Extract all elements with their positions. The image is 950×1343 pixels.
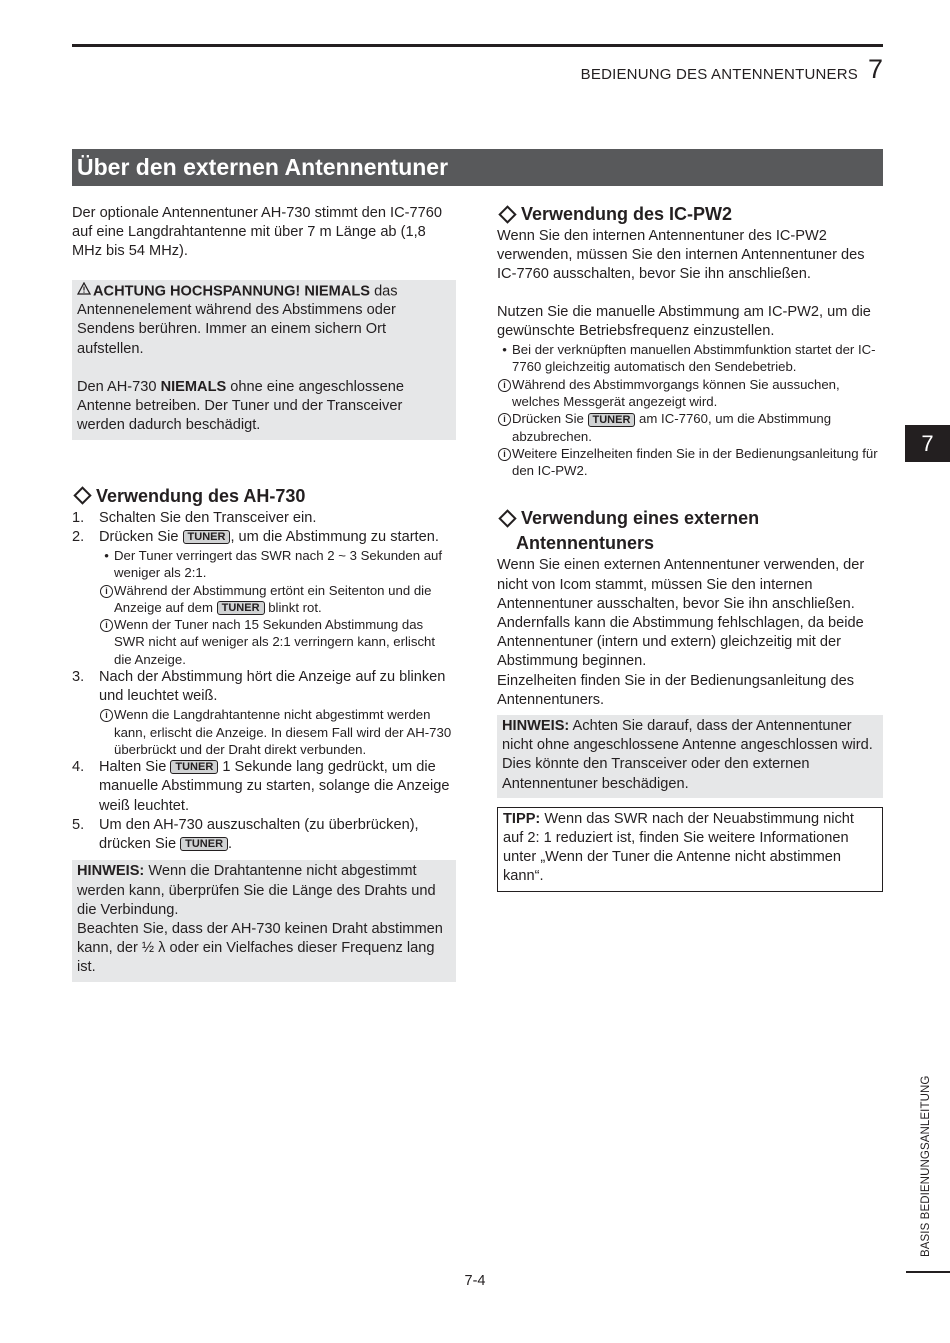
- note-info: [497, 410, 883, 445]
- note-text: [114, 582, 456, 617]
- info-icon: i: [100, 585, 113, 598]
- info-icon: i: [100, 619, 113, 632]
- bullet-icon: •: [104, 547, 109, 563]
- step-4: [72, 758, 456, 816]
- warning-paragraph: [77, 282, 451, 359]
- warning-paragraph-2: [77, 378, 451, 436]
- note-text: Der Tuner verringert das SWR nach 2 ~ 3 Sekunden auf weniger als 2:1.: [114, 547, 443, 581]
- intro-paragraph: Der optionale Antennentuner AH-730 stimmt den IC-7760 auf eine Langdrahtantenne mit über 7 m Länge ab (1,8 MHz bis 54 MHz).: [72, 205, 442, 260]
- page-title: Über den externen Antennentuner: [72, 149, 883, 186]
- section-heading-pw2: [497, 202, 883, 227]
- page-number: 7-4: [464, 1273, 486, 1289]
- step-text: [99, 758, 456, 816]
- hinweis-box-right: [497, 715, 883, 798]
- note-text: [512, 410, 883, 445]
- warning-box: [72, 280, 456, 440]
- section-heading-external: [497, 506, 883, 556]
- note-info: [497, 445, 883, 480]
- tuner-key: TUNER: [170, 760, 218, 774]
- section-heading-pw2-text: Verwendung des IC-PW2: [521, 204, 733, 224]
- tuner-key: TUNER: [180, 837, 228, 851]
- hinweis-label: HINWEIS:: [77, 863, 145, 880]
- step-text: [99, 816, 456, 854]
- running-header: [581, 56, 883, 83]
- hinweis-paragraph: [502, 717, 878, 794]
- step-number: 3.: [72, 668, 85, 685]
- left-column: [72, 204, 456, 982]
- info-icon: i: [498, 379, 511, 392]
- note-text: Wenn der Tuner nach 15 Sekunden Abstimmung das SWR nicht auf weniger als 2:1 verringern kann, erlischt die Anzeige.: [114, 617, 436, 667]
- section-heading-external-line1: Verwendung eines externen: [521, 508, 760, 529]
- hinweis-label: HINWEIS:: [502, 718, 570, 735]
- note-info: [99, 706, 456, 758]
- step-text: Schalten Sie den Transceiver ein.: [99, 509, 317, 526]
- tipp-paragraph: [503, 810, 877, 887]
- step-2: [72, 528, 456, 547]
- sidebar-manual-label: BASIS BEDIENUNGSANLEITUNG: [920, 1075, 932, 1257]
- tipp-box: [497, 807, 883, 892]
- warning-lead: ACHTUNG HOCHSPANNUNG! NIEMALS: [93, 283, 371, 300]
- external-paragraph-3: Einzelheiten finden Sie in der Bedienungsanleitung des Antennentuners.: [497, 672, 854, 708]
- tuner-key: TUNER: [588, 413, 636, 427]
- pw2-paragraph-1: Wenn Sie den internen Antennentuner des IC-PW2 verwenden, müssen Sie den internen Antennentuner des IC-7760 ausschalten, bevor Sie ihn anschließen.: [497, 228, 865, 283]
- external-paragraph-1: Wenn Sie einen externen Antennentuner verwenden, der nicht von Icom stammt, müssen Sie den internen Antennentuner ausschalten, bevor Sie ihn anschließen.: [497, 557, 865, 612]
- warning-p2-a: Den AH-730: [77, 378, 161, 395]
- step-text: Nach der Abstimmung hört die Anzeige auf zu blinken und leuchtet weiß.: [99, 668, 446, 705]
- step-text-a: Um den AH-730 auszuschalten (zu überbrücken), drücken Sie: [99, 816, 419, 853]
- step-number: 2.: [72, 528, 85, 545]
- warning-text: das Antennenelement während des Abstimmens oder Sendens berühren. Immer an einem sichern Ort aufstellen.: [77, 283, 398, 357]
- diamond-icon: [498, 509, 516, 527]
- step-text-b: , um die Abstimmung zu starten.: [230, 528, 439, 545]
- right-column: [497, 204, 883, 892]
- note-info: [99, 582, 456, 617]
- step-5: [72, 816, 456, 854]
- header-section-title: BEDIENUNG DES ANTENNENTUNERS: [580, 66, 858, 83]
- note-bullet: [497, 341, 883, 376]
- note-text: Während des Abstimmvorgangs können Sie aussuchen, welches Messgerät angezeigt wird.: [512, 376, 840, 409]
- step-number: 1.: [72, 509, 85, 526]
- header-rule: [72, 44, 883, 47]
- note-info: [99, 616, 456, 668]
- hinweis-paragraph: [77, 862, 451, 920]
- hinweis-text: Achten Sie darauf, dass der Antennentuner nicht ohne angeschlossene Antenne angeschlossen wird. Dies könnte den Transceiver oder den externen Antennentuner beschädigen.: [502, 718, 873, 792]
- tipp-text: Wenn das SWR nach der Neuabstimmung nicht auf 2: 1 reduziert ist, finden Sie weitere Informationen unter „Wenn der Tuner die Antenne nicht abstimmen kann“.: [503, 810, 854, 885]
- step-1: [72, 509, 456, 528]
- info-icon: i: [498, 448, 511, 461]
- step-number: 5.: [72, 816, 85, 833]
- step-text-a: Halten Sie: [99, 759, 171, 776]
- step-number: 4.: [72, 759, 85, 776]
- note-text: Weitere Einzelheiten finden Sie in der Bedienungsanleitung für den IC-PW2.: [512, 445, 878, 479]
- info-icon: i: [100, 709, 113, 722]
- warning-p2-bold: NIEMALS: [160, 378, 227, 395]
- external-paragraph-2: Andernfalls kann die Abstimmung fehlschlagen, da beide Antennentuner (intern und extern) gleichzeitig mit der Abstimmung beginnen.: [497, 615, 864, 670]
- tipp-label: TIPP:: [503, 810, 541, 827]
- warning-triangle-icon: [77, 282, 91, 301]
- note-text: Wenn die Langdrahtantenne nicht abgestimmt werden kann, erlischt die Anzeige. In diesem Fall wird der AH-730 überbrückt und der Draht direkt verbunden.: [114, 707, 452, 757]
- section-heading-external-line2: Antennentuners: [516, 533, 655, 554]
- header-chapter-number: 7: [867, 54, 883, 84]
- step-text-b: .: [228, 836, 233, 853]
- step-3: [72, 668, 456, 706]
- note-text-a: Drücken Sie: [512, 411, 588, 427]
- tuner-key: TUNER: [183, 530, 231, 544]
- step-text-a: Drücken Sie: [99, 528, 183, 545]
- hinweis-text: Wenn die Drahtantenne nicht abgestimmt werden kann, überprüfen Sie die Länge des Drahts und die Verbindung.: [77, 863, 436, 918]
- info-icon: i: [498, 413, 511, 426]
- step-text: [99, 528, 456, 547]
- note-text-b: blinkt rot.: [264, 599, 322, 615]
- note-text-b: am IC-7760, um die Abstimmung abzubrechen.: [512, 411, 832, 444]
- pw2-paragraph-2: Nutzen Sie die manuelle Abstimmung am IC-PW2, um die gewünschte Betriebsfrequenz einzustellen.: [497, 303, 871, 339]
- note-bullet: [99, 547, 456, 582]
- warning-p2-c: ohne eine angeschlossene Antenne betreiben. Der Tuner und der Transceiver werden dadurch beschädigt.: [77, 378, 404, 434]
- bullet-icon: •: [502, 342, 507, 358]
- chapter-tab: 7: [905, 425, 950, 462]
- tuner-key: TUNER: [217, 601, 265, 615]
- note-text: Bei der verknüpften manuellen Abstimmfunktion startet der IC-7760 gleichzeitig automatisch den Sendebetrieb.: [512, 342, 876, 375]
- section-heading-ah730-text: Verwendung des AH-730: [96, 485, 306, 506]
- hinweis-box-left: [72, 860, 456, 981]
- note-info: [497, 376, 883, 411]
- diamond-icon: [73, 487, 91, 505]
- diamond-icon: [498, 205, 516, 223]
- section-heading-ah730: [72, 484, 456, 509]
- step-text-b: 1 Sekunde lang gedrückt, um die manuelle Abstimmung zu starten, solange die Anzeige weiß leuchtet.: [99, 759, 450, 814]
- hinweis-text-2: Beachten Sie, dass der AH-730 keinen Draht abstimmen kann, der ½ λ oder ein Vielfaches dieser Frequenz lang ist.: [77, 920, 443, 976]
- note-text-a: Während der Abstimmung ertönt ein Seitenton und die Anzeige auf dem: [114, 582, 432, 615]
